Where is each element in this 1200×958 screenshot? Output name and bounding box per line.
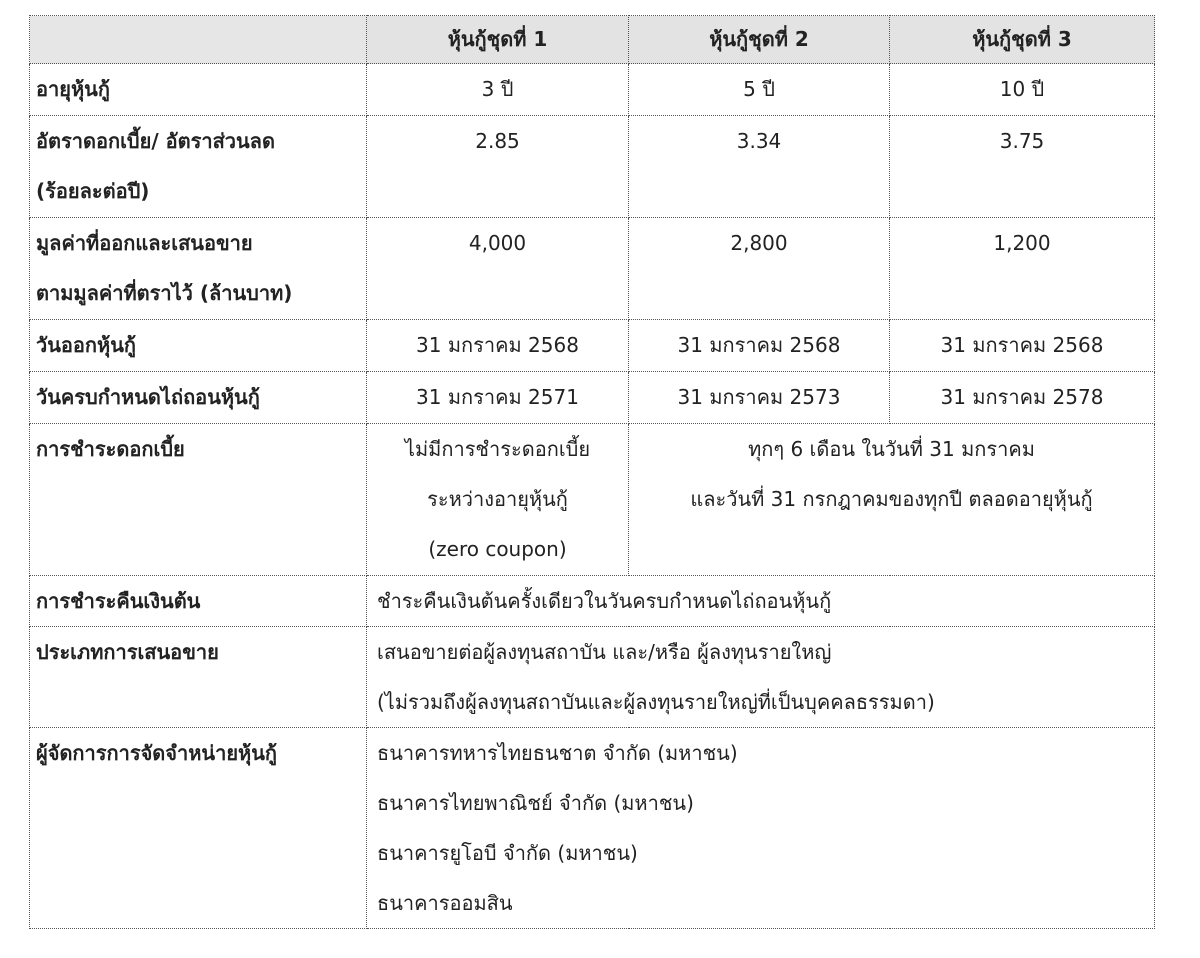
underwriter-item: ธนาคารออมสิน [377,891,513,915]
rate-series-3: 3.75 [890,116,1155,218]
issue-date-series-3: 31 มกราคม 2568 [890,320,1155,372]
rate-label [30,116,367,218]
interest-s1-line-2: ระหว่างอายุหุ้นกู้ [427,487,568,511]
row-issue-date [30,320,1155,372]
interest-payment-label: การชำระดอกเบี้ย [30,424,367,576]
issue-date-series-2: 31 มกราคม 2568 [629,320,890,372]
rate-series-2: 3.34 [629,116,890,218]
rate-series-1: 2.85 [367,116,629,218]
underwriter-item: ธนาคารไทยพาณิชย์ จำกัด (มหาชน) [377,791,694,815]
row-underwriters [30,728,1155,929]
interest-s1-line-1: ไม่มีการชำระดอกเบี้ย [404,437,591,461]
interest-payment-series-2-3 [629,424,1155,576]
term-label: อายุหุ้นกู้ [30,64,367,116]
maturity-series-3: 31 มกราคม 2578 [890,372,1155,424]
underwriters-label: ผู้จัดการการจัดจำหน่ายหุ้นกู้ [30,728,367,929]
underwriter-item: ธนาคารยูโอบี จำกัด (มหาชน) [377,841,638,865]
header-row [30,16,1155,64]
row-maturity [30,372,1155,424]
row-value [30,218,1155,320]
underwriters-list [367,728,1155,929]
header-corner-cell [30,16,367,64]
interest-s23-line-1: ทุกๆ 6 เดือน ในวันที่ 31 มกราคม [748,437,1035,461]
rate-label-line-2: (ร้อยละต่อปี) [36,179,150,203]
rate-label-line-1: อัตราดอกเบี้ย/ อัตราส่วนลด [36,129,275,153]
row-offering-type [30,627,1155,728]
issue-date-series-1: 31 มกราคม 2568 [367,320,629,372]
issue-date-label: วันออกหุ้นกู้ [30,320,367,372]
row-term [30,64,1155,116]
principal-label: การชำระคืนเงินต้น [30,576,367,627]
term-series-3: 10 ปี [890,64,1155,116]
row-interest-payment [30,424,1155,576]
row-principal [30,576,1155,627]
interest-s1-line-3: (zero coupon) [428,537,567,561]
value-series-1: 4,000 [367,218,629,320]
underwriter-item: ธนาคารทหารไทยธนชาต จำกัด (มหาชน) [377,741,738,765]
header-series-3: หุ้นกู้ชุดที่ 3 [890,16,1155,64]
offering-type-line-2: (ไม่รวมถึงผู้ลงทุนสถาบันและผู้ลงทุนรายใหญ่ที่เป็นบุคคลธรรมดา) [377,690,935,714]
bond-terms-table [29,15,1155,929]
header-series-2: หุ้นกู้ชุดที่ 2 [629,16,890,64]
value-label-line-1: มูลค่าที่ออกและเสนอขาย [36,231,253,255]
term-series-2: 5 ปี [629,64,890,116]
offering-type-label: ประเภทการเสนอขาย [30,627,367,728]
term-series-1: 3 ปี [367,64,629,116]
maturity-series-1: 31 มกราคม 2571 [367,372,629,424]
offering-type-line-1: เสนอขายต่อผู้ลงทุนสถาบัน และ/หรือ ผู้ลงทุนรายใหญ่ [377,640,832,664]
header-series-1: หุ้นกู้ชุดที่ 1 [367,16,629,64]
principal-value: ชำระคืนเงินต้นครั้งเดียวในวันครบกำหนดไถ่ถอนหุ้นกู้ [367,576,1155,627]
value-series-2: 2,800 [629,218,890,320]
maturity-label: วันครบกำหนดไถ่ถอนหุ้นกู้ [30,372,367,424]
offering-type-value [367,627,1155,728]
value-label-line-2: ตามมูลค่าที่ตราไว้ (ล้านบาท) [36,281,293,305]
interest-payment-series-1 [367,424,629,576]
row-rate [30,116,1155,218]
value-label [30,218,367,320]
interest-s23-line-2: และวันที่ 31 กรกฎาคมของทุกปี ตลอดอายุหุ้นกู้ [690,487,1093,511]
value-series-3: 1,200 [890,218,1155,320]
maturity-series-2: 31 มกราคม 2573 [629,372,890,424]
